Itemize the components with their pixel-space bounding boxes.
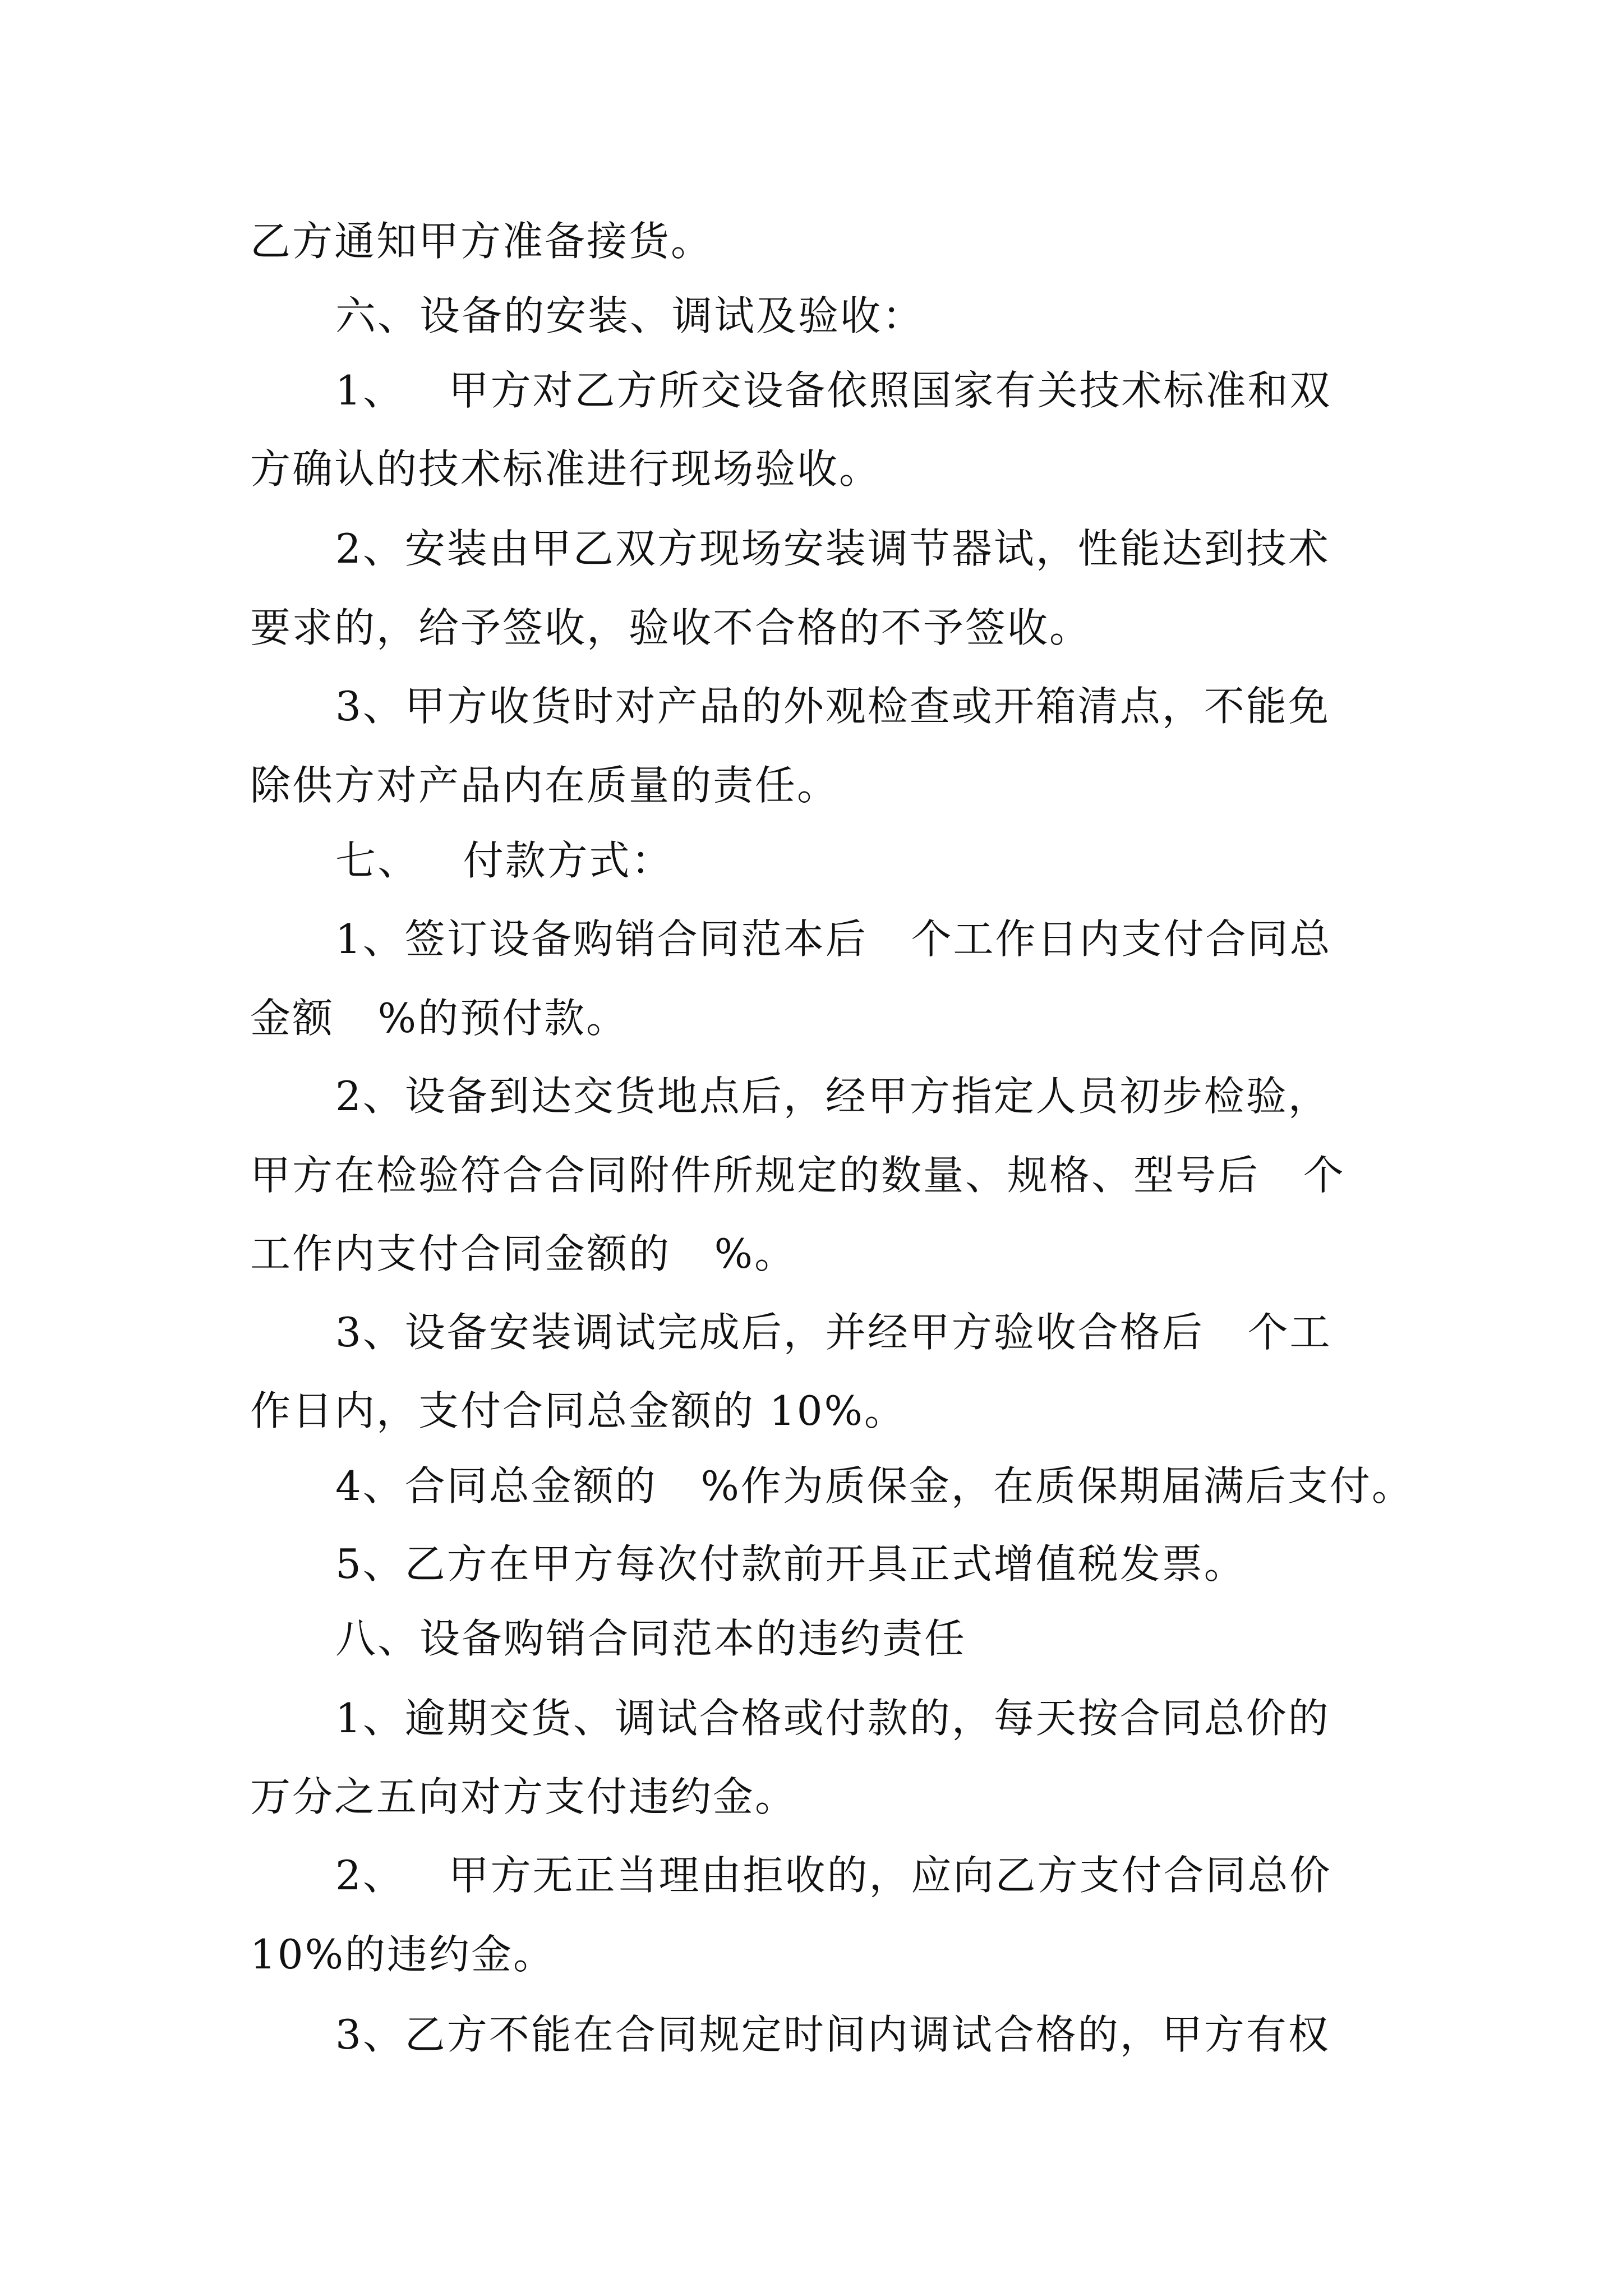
text-line: 要求的，给予签收，验收不合格的不予签收。 [250,604,1092,651]
text-line: 方确认的技术标准进行现场验收。 [250,445,882,493]
text-line: 2、 甲方无正当理由拒收的，应向乙方支付合同总价 [335,1852,1332,1899]
text-line: 3、乙方不能在合同规定时间内调试合格的，甲方有权 [335,2011,1330,2058]
text-line: 2、安装由甲乙双方现场安装调节器试，性能达到技术 [335,525,1330,572]
text-line: 除供方对产品内在质量的责任。 [250,762,840,809]
text-line: 万分之五向对方支付违约金。 [250,1773,797,1820]
text-line: 1、逾期交货、调试合格或付款的，每天按合同总价的 [335,1695,1330,1742]
text-line: 1、 甲方对乙方所交设备依照国家有关技术标准和双 [335,367,1332,414]
section-heading-6: 六、设备的安装、调试及验收： [335,292,925,339]
text-line: 金额 %的预付款。 [250,995,629,1042]
text-line: 工作内支付合同金额的 %。 [250,1230,797,1277]
text-line: 甲方在检验符合合同附件所规定的数量、规格、型号后 个 [250,1152,1345,1199]
text-line: 4、合同总金额的 %作为质保金，在质保期届满后支付。 [335,1462,1414,1510]
text-line: 3、设备安装调试完成后，并经甲方验收合格后 个工 [335,1309,1332,1356]
text-line: 3、甲方收货时对产品的外观检查或开箱清点，不能免 [335,683,1330,730]
text-line: 5、乙方在甲方每次付款前开具正式增值税发票。 [335,1540,1246,1588]
text-line: 1、签订设备购销合同范本后 个工作日内支付合同总 [335,915,1332,963]
text-line: 10%的违约金。 [250,1931,556,1978]
section-heading-7: 七、 付款方式： [335,837,674,884]
text-line: 2、设备到达交货地点后，经甲方指定人员初步检验， [335,1073,1330,1120]
text-line: 乙方通知甲方准备接货。 [250,218,713,265]
text-line: 作日内，支付合同总金额的 10%。 [250,1387,906,1434]
section-heading-8: 八、设备购销合同范本的违约责任 [335,1615,967,1662]
